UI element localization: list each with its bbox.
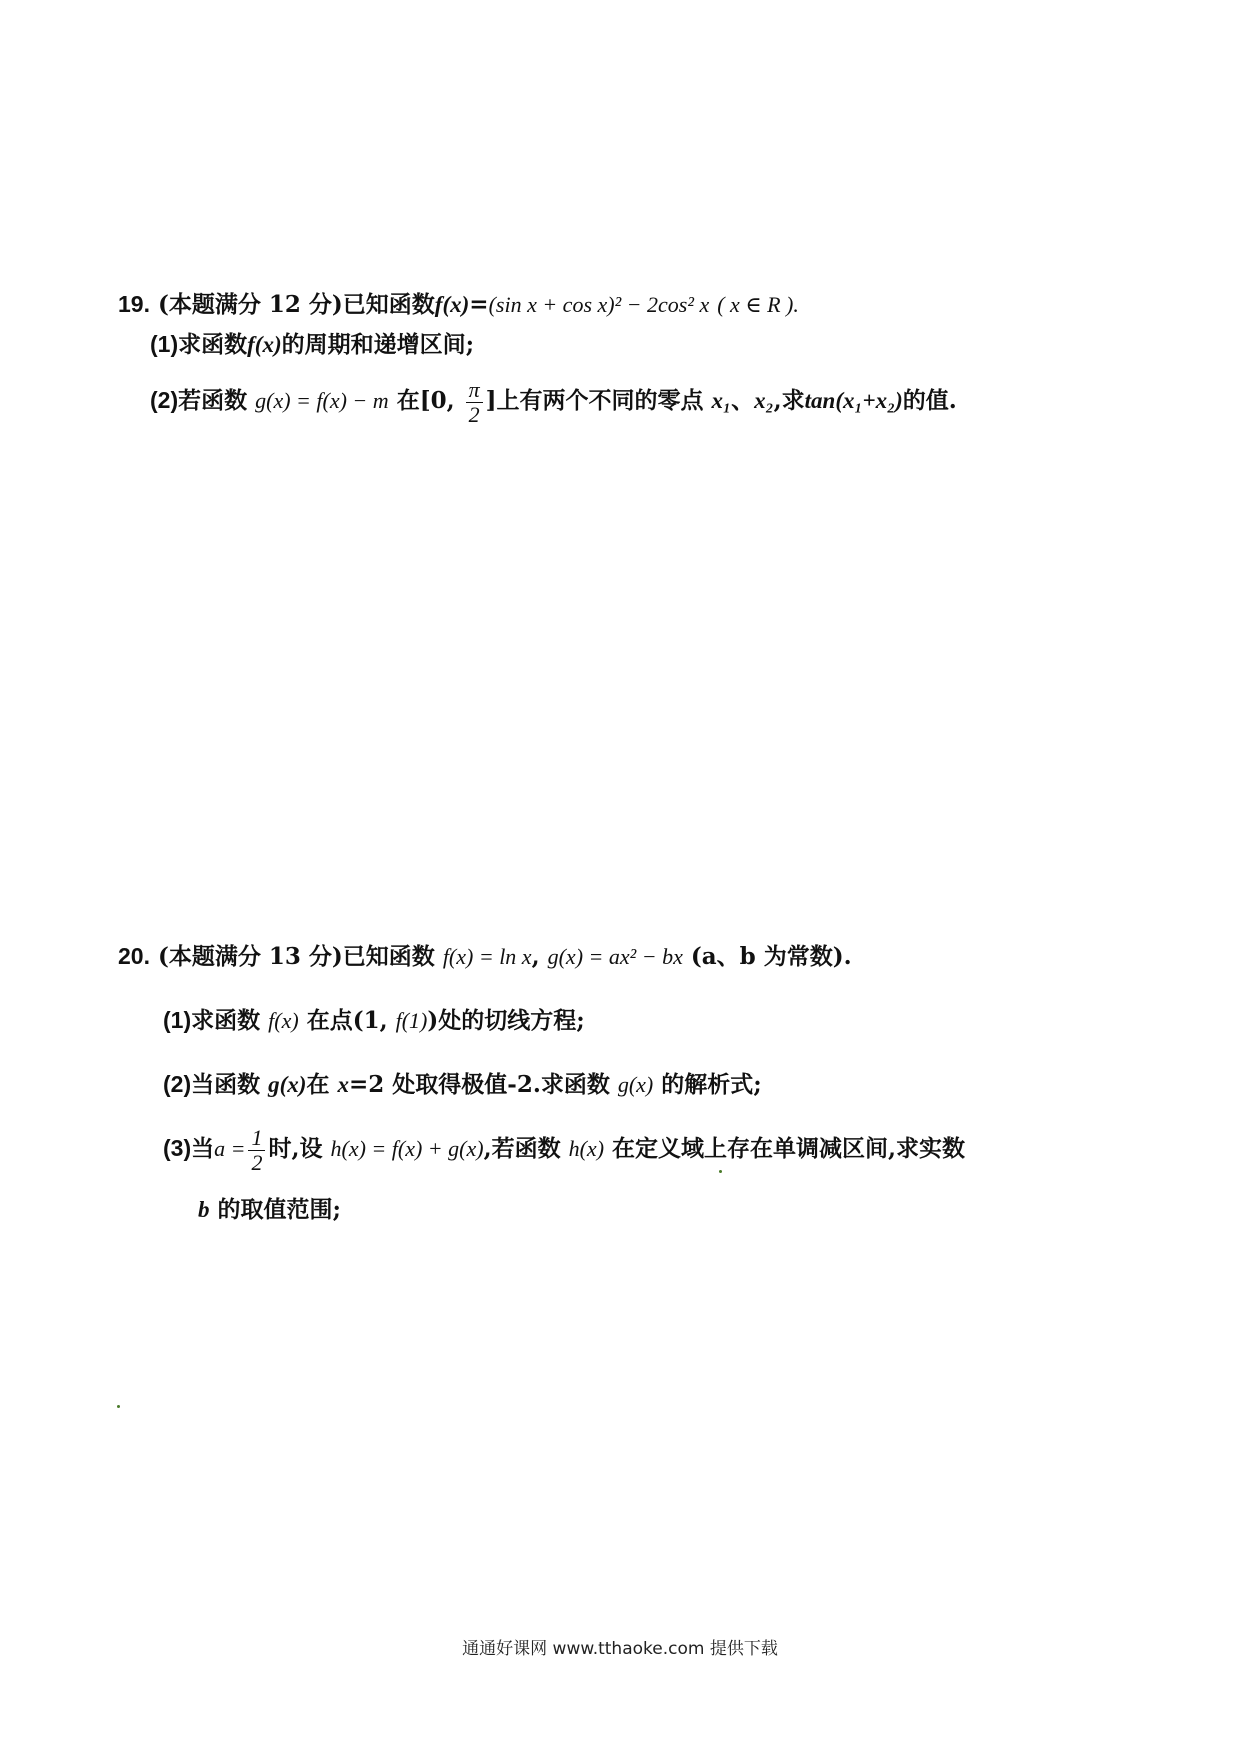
q19-number: 19. — [118, 291, 150, 317]
q20-part2-g: g(x) — [268, 1072, 307, 1097]
q19-part2-sep: 、 — [731, 387, 755, 414]
footer-credit: 通通好课网 www.tthaoke.com 提供下载 — [462, 1639, 778, 1659]
scan-mark — [719, 1170, 722, 1173]
q20-g-definition: g(x) = ax² − bx — [547, 944, 683, 969]
q19-equals: = — [469, 291, 489, 318]
q19-part1-text-b: 的周期和递增区间; — [281, 331, 475, 358]
q20-part1-text-a: 求函数 — [191, 1007, 261, 1034]
q19-part2-g-def: g(x) = f(x) − m — [255, 388, 389, 413]
q20-part1-function: f(x) — [268, 1008, 299, 1033]
q20-part3-h-def: h(x) = f(x) + g(x) — [330, 1136, 484, 1161]
q19-part1-function: f(x) — [247, 332, 282, 357]
q20-part2-text-d: 的解析式; — [661, 1071, 762, 1098]
q19-part2-text-a: 若函数 — [178, 387, 248, 414]
q19-part2-label: (2) — [150, 387, 179, 413]
q20-part3-continuation — [198, 1194, 341, 1226]
q20-f-definition: f(x) = ln x — [442, 944, 532, 969]
q19-part2-fraction — [466, 378, 483, 427]
q20-part2-g2: g(x) — [617, 1072, 654, 1097]
q19-part2-x2: x₂ — [754, 388, 774, 413]
q20-part1-line — [163, 1004, 585, 1037]
q20-part3-fraction — [248, 1126, 265, 1175]
q19-part2-text-c: ]上有两个不同的零点 — [485, 387, 704, 414]
q20-comma: , — [531, 943, 540, 970]
q20-constants: (a、b 为常数). — [690, 943, 852, 970]
q20-part3-b-var: b — [198, 1197, 210, 1222]
q19-part1-text-a: 求函数 — [178, 331, 248, 358]
q20-part3-h2: h(x) — [568, 1136, 605, 1161]
scan-mark — [117, 1405, 120, 1408]
q19-part1-line — [150, 328, 474, 361]
q20-number: 20. — [118, 943, 150, 969]
q19-domain: ( x ∈ R ). — [717, 292, 799, 317]
q20-part1-text-b: 在点(1, — [306, 1007, 388, 1034]
q19-part2-fraction-numerator: π — [466, 378, 483, 403]
q20-part3-fraction-denominator: 2 — [251, 1149, 263, 1175]
q20-part3-text-d: 在定义域上存在单调减区间,求实数 — [612, 1135, 966, 1162]
q20-part2-x: x — [337, 1072, 349, 1097]
q19-part2-sum: (x₁+x₂) — [835, 388, 903, 413]
q19-part1-label: (1) — [150, 331, 179, 357]
q20-part2-label: (2) — [163, 1071, 192, 1097]
q20-part3-text-b: 时,设 — [268, 1135, 323, 1162]
q20-part3-label: (3) — [163, 1135, 192, 1161]
q19-header-text: (本题满分 12 分)已知函数 — [158, 291, 435, 318]
q19-formula: (sin x + cos x)² − 2cos² x — [488, 292, 710, 317]
q20-header-text: (本题满分 13 分)已知函数 — [158, 943, 435, 970]
q20-part2-text-b: 在 — [306, 1071, 330, 1098]
q20-part3-text-e: 的取值范围; — [217, 1196, 342, 1223]
q20-header-line — [118, 940, 852, 973]
q19-part2-line — [150, 372, 957, 429]
q19-part2-text-b: 在[0, — [396, 387, 455, 414]
q19-part2-fraction-denominator: 2 — [468, 401, 480, 427]
q20-part2-text-a: 当函数 — [191, 1071, 261, 1098]
q20-part3-text-a: 当 — [191, 1135, 215, 1162]
q20-part3-line — [163, 1120, 965, 1177]
q19-part2-x1: x₁ — [711, 388, 732, 413]
q19-part2-tan: tan — [804, 388, 836, 413]
q20-part2-line — [163, 1068, 762, 1101]
q20-part2-text-c: =2 处取得极值-2.求函数 — [348, 1071, 610, 1098]
q20-part3-text-c: ,若函数 — [483, 1135, 561, 1162]
q19-part2-text-e: 的值. — [902, 387, 957, 414]
q19-function-label: f(x) — [434, 292, 470, 317]
q20-part3-fraction-numerator: 1 — [248, 1126, 265, 1151]
q20-part3-a-var: a = — [214, 1136, 246, 1161]
q20-part1-text-c: )处的切线方程; — [427, 1007, 585, 1034]
q20-part1-label: (1) — [163, 1007, 192, 1033]
q20-part1-f1: f(1) — [395, 1008, 428, 1033]
q19-header-line — [118, 288, 799, 321]
q19-part2-text-d: ,求 — [773, 387, 805, 414]
